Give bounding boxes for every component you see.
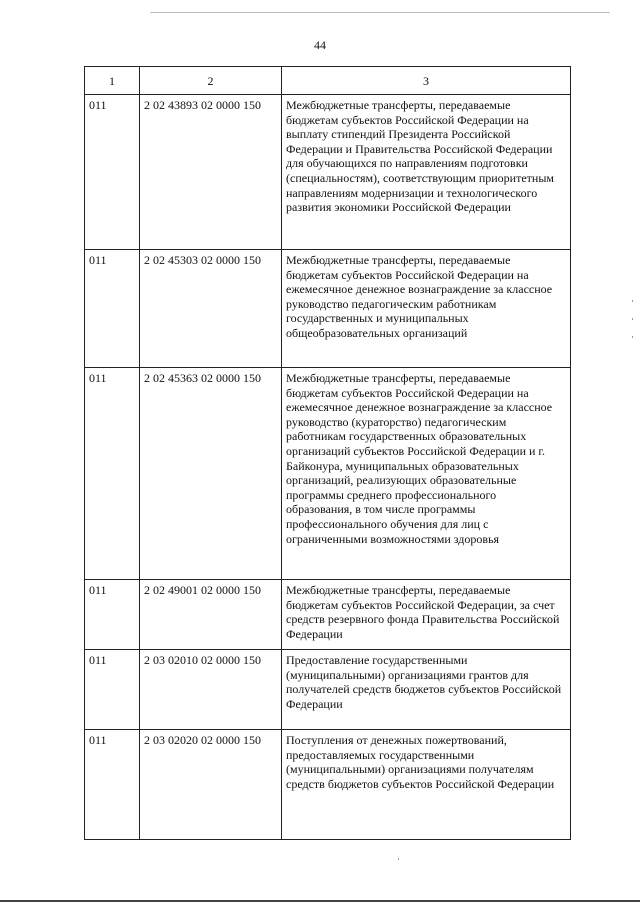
admin-code-cell: 011 — [85, 95, 140, 250]
admin-code-cell: 011 — [85, 368, 140, 580]
scan-speck — [632, 300, 633, 302]
page-number: 44 — [314, 38, 326, 52]
column-header-2: 2 — [140, 67, 282, 95]
description-cell: Межбюджетные трансферты, передаваемые бюджетам субъектов Российской Федерации на ежемесячное денежное вознаграждение за классное руководство педагогическим работникам государственных и муниципальных общеобразовательных организаций — [282, 250, 571, 368]
description-cell: Межбюджетные трансферты, передаваемые бюджетам субъектов Российской Федерации на ежемесячное денежное вознаграждение за классное руководство (кураторство) педагогическим работникам государственных образовательных организаций субъектов Российской Федерации и г. Байконура, муниципальных образовательных организаций, реализующих образовательные программы среднего профессионального образования, в том числе программы профессионального обучения для лиц с ограниченными возможностями здоровья — [282, 368, 571, 580]
table-row — [85, 368, 571, 580]
revenue-codes-table-wrap — [84, 66, 570, 840]
description-cell: Предоставление государственными (муниципальными) организациями грантов для получателей средств бюджетов субъектов Российской Федерации — [282, 650, 571, 730]
table-row — [85, 250, 571, 368]
description-cell: Межбюджетные трансферты, передаваемые бюджетам субъектов Российской Федерации, за счет средств резервного фонда Правительства Российской Федерации — [282, 580, 571, 650]
scan-speck — [632, 336, 633, 338]
description-cell: Поступления от денежных пожертвований, предоставляемых государственными (муниципальными) организациями получателям средств бюджетов субъектов Российской Федерации — [282, 730, 571, 840]
revenue-code-cell: 2 02 45363 02 0000 150 — [140, 368, 282, 580]
column-header-3: 3 — [282, 67, 571, 95]
revenue-codes-table — [84, 66, 571, 840]
scan-speck — [398, 858, 399, 860]
revenue-code-cell: 2 02 43893 02 0000 150 — [140, 95, 282, 250]
revenue-code-cell: 2 03 02010 02 0000 150 — [140, 650, 282, 730]
table-row — [85, 730, 571, 840]
admin-code-cell: 011 — [85, 650, 140, 730]
column-header-1: 1 — [85, 67, 140, 95]
description-cell: Межбюджетные трансферты, передаваемые бюджетам субъектов Российской Федерации на выплату стипендий Президента Российской Федерации и Правительства Российской Федерации для обучающихся по направлениям подготовки (специальностям), соответствующим приоритетным направлениям модернизации и технологического развития экономики Российской Федерации — [282, 95, 571, 250]
revenue-code-cell: 2 03 02020 02 0000 150 — [140, 730, 282, 840]
admin-code-cell: 011 — [85, 580, 140, 650]
table-row — [85, 95, 571, 250]
revenue-code-cell: 2 02 49001 02 0000 150 — [140, 580, 282, 650]
table-header-row — [85, 67, 571, 95]
admin-code-cell: 011 — [85, 730, 140, 840]
revenue-code-cell: 2 02 45303 02 0000 150 — [140, 250, 282, 368]
bottom-rule — [0, 900, 640, 902]
top-rule — [150, 12, 610, 13]
scan-speck — [632, 318, 633, 320]
table-row — [85, 580, 571, 650]
admin-code-cell: 011 — [85, 250, 140, 368]
table-row — [85, 650, 571, 730]
